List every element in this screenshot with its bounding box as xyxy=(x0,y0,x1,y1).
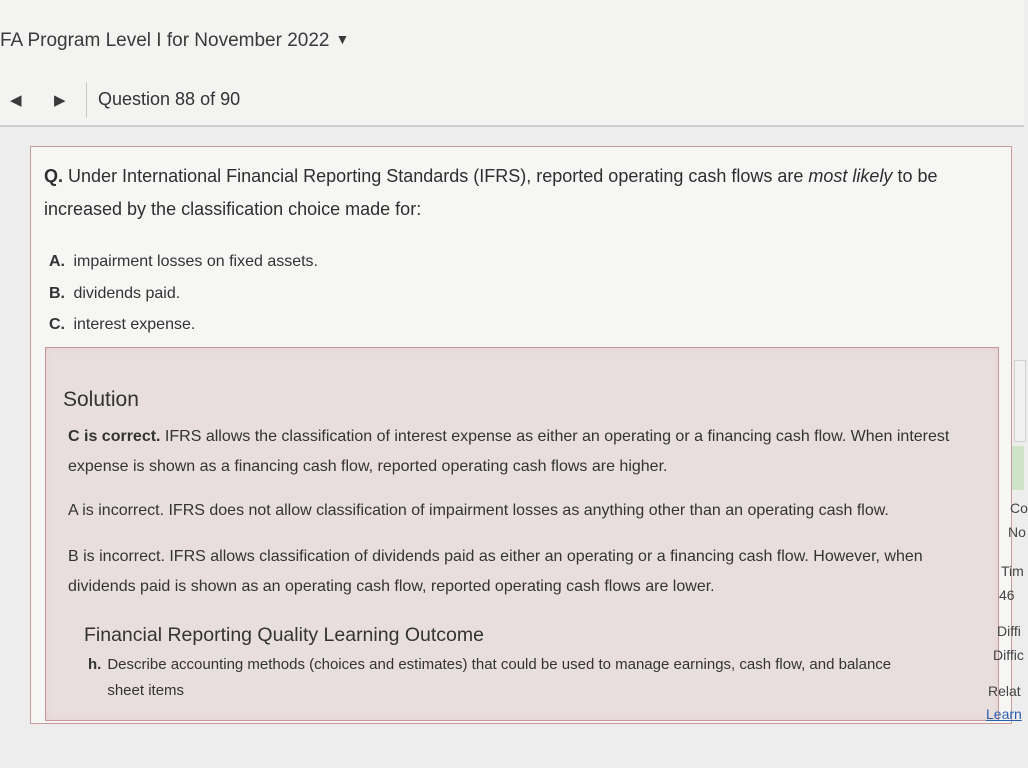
status-indicator xyxy=(1012,446,1024,490)
solution-a-explanation: A is incorrect. IFRS does not allow classification of impairment losses as anything other than an operating cash flow. xyxy=(68,502,889,519)
learning-outcome-title: Financial Reporting Quality Learning Outcome xyxy=(84,624,484,646)
option-text: impairment losses on fixed assets. xyxy=(73,253,318,270)
related-label: Relat xyxy=(988,683,1021,699)
question-label: Q. xyxy=(44,166,64,186)
question-card xyxy=(30,146,1012,724)
solution-correct-explanation xyxy=(68,422,958,482)
solution-b-explanation: B is incorrect. IFRS allows classification of dividends paid as either an operating or a financing cash flow. However, when dividends paid is shown as an operating cash flow, reported operating cash flows are lower. xyxy=(68,548,923,595)
correct-answer-lead: C is correct. xyxy=(68,428,161,445)
top-bar xyxy=(0,0,1024,127)
solution-panel xyxy=(45,347,999,721)
option-letter: B. xyxy=(49,285,65,302)
program-title: FA Program Level I for November 2022 xyxy=(0,30,330,51)
learning-outcome-item xyxy=(88,652,948,704)
previous-question-icon[interactable]: ◀ xyxy=(10,92,22,109)
answer-option-a[interactable] xyxy=(49,253,318,271)
side-panel-edge xyxy=(1014,360,1026,442)
option-text: interest expense. xyxy=(73,316,196,333)
program-selector[interactable] xyxy=(0,30,349,52)
time-value: 46 xyxy=(999,587,1015,603)
side-label-c2: No xyxy=(1008,524,1026,540)
solution-title: Solution xyxy=(63,388,139,411)
option-letter: A. xyxy=(49,253,65,270)
dropdown-caret-icon: ▼ xyxy=(335,31,350,47)
question-text-part2: to be increased by the classification choice made for: xyxy=(44,166,938,219)
question-text xyxy=(44,160,964,226)
answer-option-b[interactable] xyxy=(49,285,180,303)
option-letter: C. xyxy=(49,316,65,333)
difficulty-value: Diffic xyxy=(993,647,1024,663)
option-text: dividends paid. xyxy=(73,285,181,302)
side-label-c1: Co xyxy=(1010,500,1028,516)
correct-answer-text: IFRS allows the classification of interest expense as either an operating or a financing cash flow. When interest expense is shown as a financing cash flow, reported operating cash flows are higher. xyxy=(68,428,950,475)
time-label: Tim xyxy=(1001,563,1024,579)
next-question-icon[interactable]: ▶ xyxy=(54,92,66,109)
question-counter: Question 88 of 90 xyxy=(98,89,241,109)
learning-outcome-text: Describe accounting methods (choices and estimates) that could be used to manage earnings, cash flow, and balance sheet items xyxy=(107,656,892,699)
learning-outcome-letter: h. xyxy=(88,656,102,673)
nav-divider xyxy=(86,82,87,118)
question-text-part1: Under International Financial Reporting Standards (IFRS), reported operating cash flows are xyxy=(68,166,809,186)
answer-option-c[interactable] xyxy=(49,316,195,334)
learn-link[interactable]: Learn xyxy=(986,706,1022,722)
question-emphasis: most likely xyxy=(808,166,893,186)
difficulty-label: Diffi xyxy=(997,623,1021,639)
